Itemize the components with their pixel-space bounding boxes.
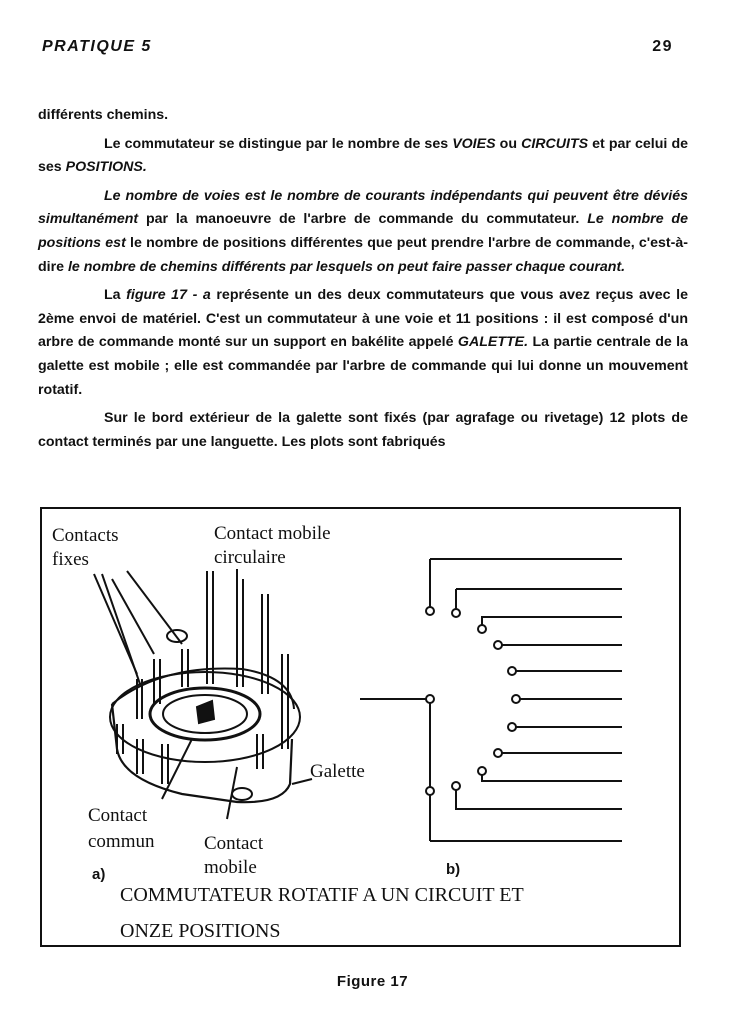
paragraph-0: différents chemins. [38, 107, 169, 123]
text-run: représente un des deux commutateurs que vous avez reçus avec le 2ème envoi de matériel. C'est un commutateur à une voie et 11 positions : il est composé d'un arbre de commande monté sur un support en bakélite appelé [38, 287, 689, 351]
emphasis-positions: POSITIONS. [65, 159, 147, 176]
text-run: La [104, 287, 127, 304]
definition-chemins: le nombre de chemins différents par lesquels on peut faire passer chaque courant. [67, 258, 626, 275]
label-contacts-fixes-1: Contacts [52, 525, 119, 546]
emphasis-voies: VOIES [452, 135, 496, 152]
paragraph-4: Sur le bord extérieur de la galette sont fixés (par agrafage ou rivetage) 12 plots de contact terminés par une languette. Les plots sont fabriqués [38, 410, 688, 450]
emphasis-circuits: CIRCUITS [521, 135, 589, 152]
text-run: par la manoeuvre de l'arbre de commande du commutateur. [138, 211, 588, 228]
switch-schematic [360, 559, 622, 841]
label-contact-mobile-circulaire-1: Contact mobile [214, 523, 331, 544]
label-contact-commun-2: commun [88, 831, 155, 852]
figure-title-line-1: COMMUTATEUR ROTATIF A UN CIRCUIT ET [120, 884, 524, 906]
text-run: le nombre de positions différentes que peut prendre l'arbre de commande, c'est-à-dire [38, 234, 688, 275]
body-text [38, 104, 688, 459]
text-run: ou [495, 135, 522, 152]
label-galette: Galette [310, 761, 365, 782]
running-header: PRATIQUE 5 [42, 38, 152, 55]
definition-positions: Le nombre de positions est [38, 211, 688, 251]
definition-voies: Le nombre de voies est le nombre de courants indépendants qui peuvent être déviés simultanément [38, 187, 688, 228]
text-run: La partie centrale de la galette est mobile ; elle est commandée par l'arbre de commande qui lui donne un mouvement rotatif. [38, 334, 688, 398]
paragraph-1 [38, 133, 688, 180]
label-contact-mobile-circulaire-2: circulaire [214, 547, 286, 568]
label-panel-a: a) [92, 866, 106, 883]
label-panel-b: b) [446, 861, 461, 878]
label-contact-mobile-2: mobile [204, 857, 257, 878]
text-run: et par celui de ses [38, 135, 688, 176]
label-contact-mobile-1: Contact [204, 833, 264, 854]
text-run: Le commutateur se distingue par le nombre de ses [104, 135, 453, 152]
rotary-switch-illustration [94, 569, 312, 819]
figure-title-line-2: ONZE POSITIONS [120, 920, 281, 942]
figure-17-drawing [42, 509, 679, 945]
emphasis-galette: GALETTE. [457, 334, 529, 351]
page-number: 29 [652, 38, 673, 55]
paragraph-3 [38, 284, 688, 402]
paragraph-2 [38, 185, 688, 279]
figure-17-box [40, 507, 681, 947]
figure-reference: figure 17 - a [126, 287, 211, 304]
label-contact-commun-1: Contact [88, 805, 148, 826]
figure-caption: Figure 17 [336, 973, 409, 990]
label-contacts-fixes-2: fixes [52, 549, 89, 570]
